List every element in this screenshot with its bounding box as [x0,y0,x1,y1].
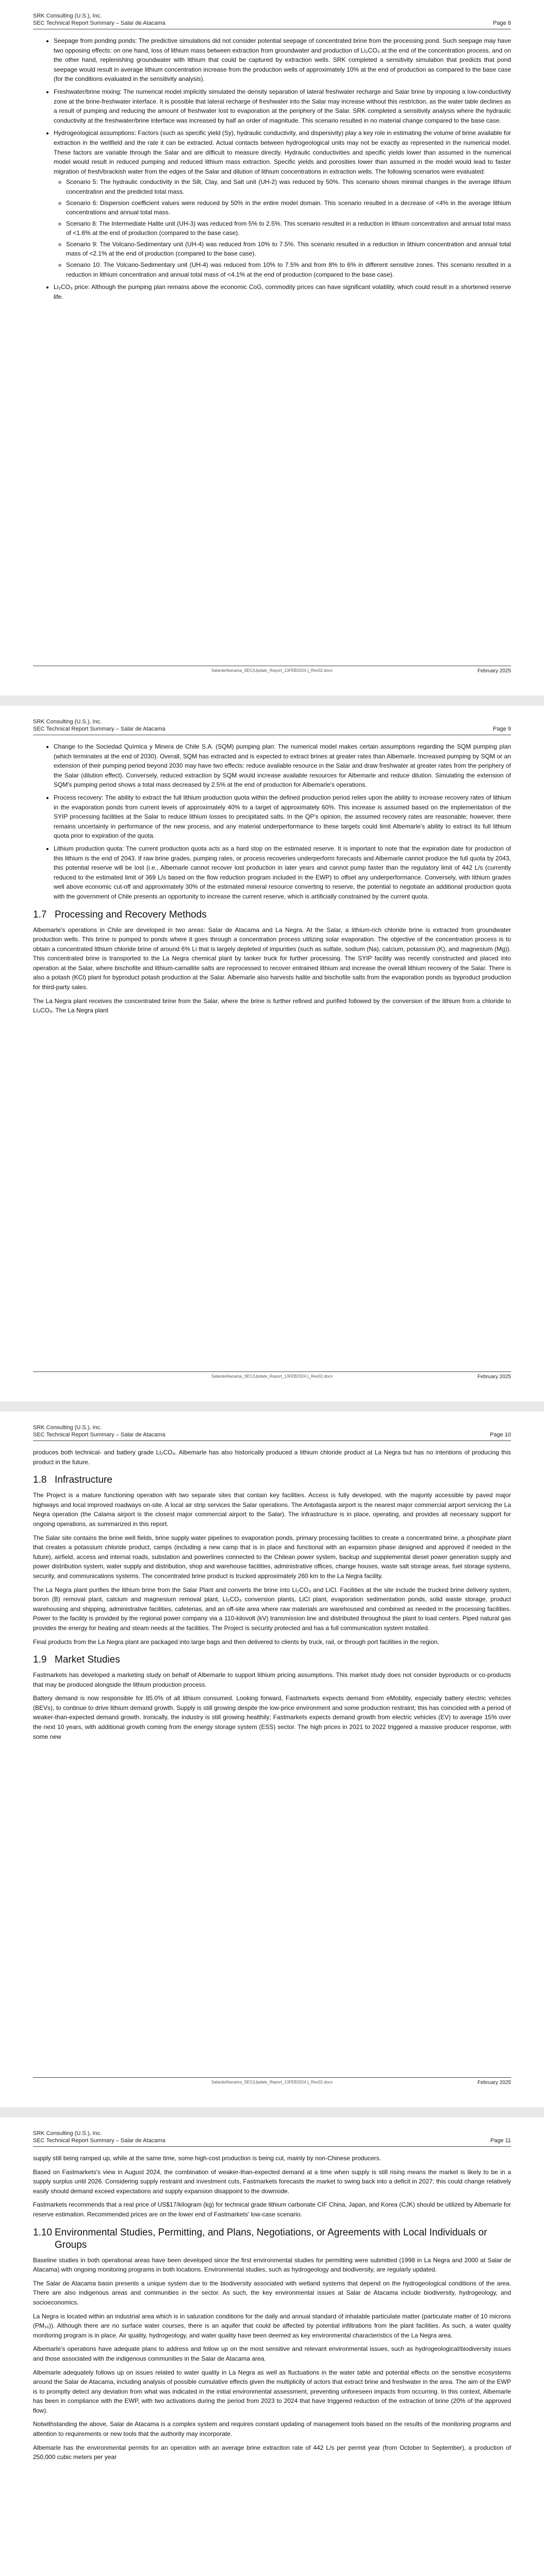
paragraph: Baseline studies in both operational areas have been developed since the first environmental studies for permitting were submitted (1998 in La Negra and 2000 at Salar de Atacama) with ongoing monitoring programs in both locations. Environmental studies, such as hydrogeology and biodiversity, are regularly updated. [33,2256,511,2274]
footer-date: February 2025 [477,668,511,674]
page-body [33,742,511,1020]
footer-divider [33,1371,511,1372]
header-report-title: SEC Technical Report Summary – Salar de Atacama [33,726,166,732]
header-report-title: SEC Technical Report Summary – Salar de Atacama [33,1432,166,1438]
bullet-sqm-pumping-plan: • Change to the Sociedad Química y Minera de Chile S.A. (SQM) pumping plan: The numerical model makes certain assumptions regarding the SQM pumping plan (which terminates at the end of 2030). Overall, SQM has extracted and is expected to extract brines at greater rates than Albemarle. Increased pumping by SQM or an extension of their pumping period beyond 2030 may have two effects: reduce available resource in the Salar and draw freshwater at greater rates from the periphery of the Salar (dilution effect). Conversely, reduced extraction by SQM would increase available resources for Albemarle and reduce dilution. Simulating the extension of SQM's pumping period shows a total mass decreased by 2.5% at the end of production for Albemarle's operations. [54,742,511,790]
paragraph: The Salar de Atacama basin presents a unique system due to the biodiversity associated with wetland systems that depend on the hydrogeological conditions of the area. There are also indigenous areas and communities in the sector. As such, the key environmental issues at Salar de Atacama include biodiversity, hydrogeology, and socioeconomics. [33,2279,511,2306]
scenario-item: ◦ Scenario 8: The Intermediate Halite unit (UH-3) was reduced from 5% to 2.5%. This scenario resulted in a reduction in lithium concentration and annual total mass of <1.6% at the end of production (compared to the base case). [66,219,511,238]
page-number: Page 10 [490,1432,511,1438]
header-company: SRK Consulting (U.S.), Inc. [33,2130,102,2137]
paragraph: The Salar site contains the brine well fields, brine supply water pipelines to evaporation ponds, primary processing facilities to create a concentrated brine, a phosphate plant that creates a potassium chloride product, camps (including a new camp that is in place and functional with an expansion phase designed and approved if needed in the future), airfield, access and internal roads, substation and powerlines connected to the Chilean power system, backup and supplemental diesel power generation supply and power distribution system, water supply and distribution, shop and warehouse facilities, administrative offices, change houses, waste salt storage areas, fuel storage systems, security, and communications systems. The concentrated brine product is trucked approximately 260 km to the La Negra facility. [33,1534,511,1580]
page-header [33,718,511,733]
footer-filename: SalardeAtacama_SEC(Update_Report_13FEB2024.)_Rev02.docx [211,1374,333,1379]
section-title: Market Studies [55,1654,120,1666]
bullet-text: Hydrogeological assumptions: Factors (such as specific yield (Sy), hydraulic conductivity, and dispersivity) play a key role in estimating the volume of brine available for extraction in the wellfield and the rate it can be extracted. Actual contacts between hydrogeological units may not be exactly as represented in the numerical model. These factors are variable through the Salar and are difficult to measure directly. Hydraulic conductivities and specific yields lower than assumed in the numerical model would result in reduced pumping and reduced lithium mass extraction. Specific yields and porosities lower than assumed in the model would lead to faster migration of fresh/brackish water from the edges of the Salar and dilution of lithium concentrations in extraction wells. The following scenarios were evaluated: [54,129,511,175]
scenario-item: ◦ Scenario 9: The Volcano-Sedimentary unit (UH-4) was reduced from 10% to 7.5%. This scenario resulted in a reduction in lithium concentration and annual total mass of <2.1% at the end of production (compared to the base case). [66,240,511,259]
paragraph: Albemarle adequately follows up on issues related to water quality in La Negra as well as fluctuations in the water table and potential effects on the sensitive ecosystems around the Salar de Atacama, including analysis of possible cumulative effects given the multiplicity of actors that extract brine and freshwater in the area. The aim of the EWP is to promptly detect any deviation from what was indicated in the initial environmental assessment, preventing unforeseen impacts from occurring. In this context, Albemarle has been in compliance with the EWP, with two activations during the period from 2023 to 2024 that have triggered reduction of the extraction of brine (20% of the approved flow). [33,2368,511,2414]
paragraph: Albemarle has the environmental permits for an operation with an average brine extraction rate of 442 L/s per permit year (from October to September), a production of 250,000 cubic meters per year [33,2444,511,2461]
section-number: 1.10 [33,2227,52,2238]
paragraph: The La Negra plant purifies the lithium brine from the Salar Plant and converts the brine into Li₂CO₃ and LiCl. Facilities at the site include the trucked brine delivery system, boron (B) removal plant, calcium and magnesium removal plant, Li₂CO₃ conversion plants, LiCl plant, evaporation sedimentation ponds, solid waste storage, product warehousing and shipping, administrative facilities, cafeterias, and an off-site area where raw materials are warehoused and combined as needed in the processing facilities. Power to the facility is provided by the regional power company via a 110-kilovolt (kV) transmission line and distributed throughout the plant to load centers. Piped natural gas provides the energy for heating and steam needs at the facilities. The Project is security protected and has a full communication system installed. [33,1586,511,1632]
header-company: SRK Consulting (U.S.), Inc. [33,13,102,19]
paragraph: Fastmarkets recommends that a real price of US$17/kilogram (kg) for technical grade lithium carbonate CIF China, Japan, and Korea (CJK) should be utilized by Albemarle for reserve estimation. Recommended prices are on the lower end of Fastmarkets' low-case scenario. [33,2201,511,2218]
header-company: SRK Consulting (U.S.), Inc. [33,1425,102,1431]
page-header [33,2130,511,2144]
bullet-li2co3-price: • Li₂CO₃ price: Although the pumping plan remains above the economic CoG, commodity prices can have significant volatility, which could result in a shortened reserve life. [54,282,511,301]
section-heading-1-8 [33,1474,511,1486]
footer-date: February 2025 [477,2080,511,2086]
paragraph: produces both technical- and battery grade Li₂CO₃. Albemarle has also historically produced a lithium chloride product at La Negra but has no intentions of producing this product in the future. [33,1449,511,1466]
bullet-seepage: • Seepage from ponding ponds: The predictive simulations did not consider potential seepage of concentrated brine from the processing pond. Such seepage may have two opposing effects: on one hand, loss of lithium mass between extraction from groundwater and production of Li₂CO₃ at the end of the concentration process, and on the other hand, replenishing groundwater with lithium that could be captured by extraction wells. SRK completed a sensitivity simulation that predicts that pond seepage would result in average lithium concentration increase from the production wells of approximately 10% at the end of production as compared to the base case (for the conditions evaluated in the sensitivity analysis). [54,36,511,84]
header-divider [33,2146,511,2147]
paragraph: Albemarle's operations have adequate plans to address and follow up on the most sensitive and relevant environmental issues, such as hydrogeological/biodiversity issues and those associated with the indigenous communities in the Salar de Atacama area. [33,2345,511,2362]
paragraph: Battery demand is now responsible for 85.0% of all lithium consumed. Looking forward, Fastmarkets expects demand from eMobility, especially battery electric vehicles (BEVs), to continue to drive lithium demand growth. Supply is still growing despite the low-price environment and some production restraint; this has coincided with a period of weaker-than-expected demand growth. Ironically, the industry is still growing healthily; Fastmarkets expects demand growth from electric vehicles (EV) to average 15% over the next 10 years, with additional growth coming from the energy storage system (ESS) sector. The high prices in 2021 to 2022 triggered a massive producer response, with some new [33,1694,511,1740]
page-number: Page 11 [490,2138,511,2144]
header-report-title: SEC Technical Report Summary – Salar de Atacama [33,2138,166,2144]
section-title: Infrastructure [55,1475,112,1486]
scenario-item: ◦ Scenario 10: The Volcano-Sedimentary unit (UH-4) was reduced from 10% to 7.5% and from 8% to 6% in different sensitive zones. This scenario resulted in a reduction in lithium concentration and annual total mass of <4.1% at the end of production (compared to the base case). [66,260,511,279]
section-number: 1.7 [33,909,47,920]
paragraph: Fastmarkets has developed a marketing study on behalf of Albemarle to support lithium pricing assumptions. This market study does not consider byproducts or co-products that may be produced alongside the lithium production process. [33,1671,511,1688]
footer-filename: SalardeAtacama_SEC(Update_Report_13FEB2024.)_Rev02.docx [211,668,333,673]
section-title: Environmental Studies, Permitting, and Plans, Negotiations, or Agreements with Local Individuals or Groups [55,2227,487,2250]
footer-divider [33,2077,511,2078]
page-number: Page 8 [493,20,511,26]
footer-filename: SalardeAtacama_SEC(Update_Report_13FEB2024.)_Rev02.docx [211,2080,333,2084]
page-number: Page 9 [493,726,511,732]
scenario-item: ◦ Scenario 6: Dispersion coefficient values were reduced by 50% in the entire model domain. This scenario resulted in a decrease of <4% in the average lithium concentrations and annual total mass. [66,198,511,217]
section-heading-1-10 [33,2227,511,2251]
bullet-production-quota: • Lithium production quota: The current production quota acts as a hard stop on the estimated reserve. It is important to note that the expiration date for production of this lithium is the end of 2043. If raw brine grades, pumping rates, or process recoveries underperform forecasts and Albemarle cannot produce the full quota by 2043, this potential reserve will be lost (i.e., Albemarle cannot recover lost production in later years and cannot pump faster than the regulatory limit of 442 L/s (currently reduced to the estimated limit of 369 L/s based on the flow reduction program included in the EWP) to offset any underperformance. Conversely, with lithium grades well above economic cut-off and approximately 30% of the estimated mineral resource converting to reserve, the potential to negotiate an additional production quota with the government of Chile presents an opportunity to increase the current reserve, which is artificially constrained by the current quota. [54,844,511,902]
page-body [33,36,511,306]
bullet-freshwater-mixing: • Freshwater/brine mixing: The numerical model implicitly simulated the density separation of lateral freshwater recharge and Salar brine by imposing a low-conductivity zone at the brine-freshwater interface. It is possible that lateral recharge of freshwater into the Salar may increase without this restriction, as the water table declines as a result of pumping and reducing the amount of freshwater lost to evaporation at the periphery of the Salar. SRK completed a sensitivity analysis where the hydraulic conductivity at the freshwater/brine interface was increased by half an order of magnitude. This scenario resulted in no material change compared to the base case. [54,87,511,125]
header-report-title: SEC Technical Report Summary – Salar de Atacama [33,20,166,26]
page-9 [0,706,544,1401]
section-title: Processing and Recovery Methods [55,909,207,920]
bullet-list [33,742,511,902]
footer-date: February 2025 [477,1374,511,1380]
section-heading-1-7 [33,909,511,921]
bullet-process-recovery: • Process recovery: The ability to extract the full lithium production quota within the defined production period relies upon the ability to increase recovery rates of lithium in the evaporation ponds from current levels of approximately 40% to a target of approximately 60%. This increase is assumed based on the implementation of the SYIP processing facilities at the Salar to reduce lithium losses to precipitated salts. In the QP's opinion, the assumed recovery rates are reasonable; however, there remains uncertainty in performance of the new process, and any material underperformance to these targets could limit Albemarle's ability to extract its full lithium quota prior to expiration of the quota. [54,793,511,841]
bullet-hydrogeological-assumptions [54,128,511,279]
section-heading-1-9 [33,1654,511,1666]
paragraph: La Negra is located within an industrial area which is in saturation conditions for the daily and annual standard of inhalable particulate matter (particulate matter of 10 microns (PM₁₀)). Although there are no surface water courses, there is an aquifer that could be affected by potential infiltrations from the plant facilities. As such, a water quality monitoring program is in place. Air quality, hydrogeology, and water quality have been deemed as key environmental characteristics of the La Negra area. [33,2312,511,2339]
paragraph: The Project is a mature functioning operation with two separate sites that contain key facilities. Access is fully developed, with the majority accessible by paved major highways and local improved roadways on-site. A local air strip services the Salar operations. The Antofagasta airport is the nearest major commercial airport servicing the La Negra operation (the Calama airport is the closest major commercial airport to the Salar). The infrastructure is in place, operating, and provides all necessary support for ongoing operations, as summarized in this report. [33,1492,511,1528]
paragraph: Albemarle's operations in Chile are developed in two areas: Salar de Atacama and La Negra. At the Salar, a lithium-rich chloride brine is extracted from groundwater production wells. This brine is pumped to ponds where it goes through a concentration process utilizing solar evaporation. The objective of the concentration process is to obtain a concentrated lithium chloride brine of around 6% Li that is largely depleted of impurities (such as sulfate, sodium (Na), calcium, potassium (K), and magnesium (Mg)). This concentrated brine is transported to the La Negra chemical plant by tanker truck for further processing. The SYIP facility was recently constructed and placed into operation at the Salar, where bischofite and lithium-carnallite salts are reprocessed to recover entrained lithium and increase the overall lithium recovery of the Salar. There is also a potash (KCl) plant for byproduct potash production at the Salar. Albemarle also harvests halite and bischofite salts from the evaporation ponds as byproduct production for third-party sales. [33,926,511,991]
paragraph: Final products from the La Negra plant are packaged into large bags and then delivered to clients by truck, rail, or through port facilities in the region. [33,1638,439,1646]
section-number: 1.9 [33,1654,47,1666]
page-body [33,2154,511,2466]
page-8 [0,0,544,696]
paragraph: supply still being ramped up, while at the same time, some high-cost production is being cut, mainly by non-Chinese producers. [33,2155,382,2162]
header-divider [33,1440,511,1441]
section-number: 1.8 [33,1475,47,1486]
paragraph: The La Negra plant receives the concentrated brine from the Salar, where the brine is further refined and purified followed by the conversion of the lithium from a chloride to Li₂CO₃. The La Negra plant [33,997,511,1014]
scenario-list [54,177,511,279]
header-company: SRK Consulting (U.S.), Inc. [33,719,102,725]
page-header [33,12,511,27]
page-10 [0,1412,544,2107]
paragraph: Notwithstanding the above, Salar de Atacama is a complex system and requires constant updating of management tools based on the results of the monitoring programs and attention to requirements or new tools that the authority may incorporate. [33,2420,511,2438]
paragraph: Based on Fastmarkets's view in August 2024, the combination of weaker-than-expected demand at a time when supply is still rising means the market is likely to be in a supply surplus until 2026. Considering supply restraint and investment cuts, Fastmarkets forecasts the market to swing back into a deficit in 2027; this could change relatively easily should demand exceed expectations and supply expansion disappoint to the downside. [33,2168,511,2195]
page-header [33,1424,511,1438]
scenario-item: ◦ Scenario 5: The hydraulic conductivity in the Silt, Clay, and Salt unit (UH-2) was reduced by 50%. This scenario shows minimal changes in the average lithium concentration and the predicted total mass. [66,177,511,196]
bullet-list [33,36,511,301]
page-body [33,1448,511,1745]
page-11 [0,2117,544,2576]
